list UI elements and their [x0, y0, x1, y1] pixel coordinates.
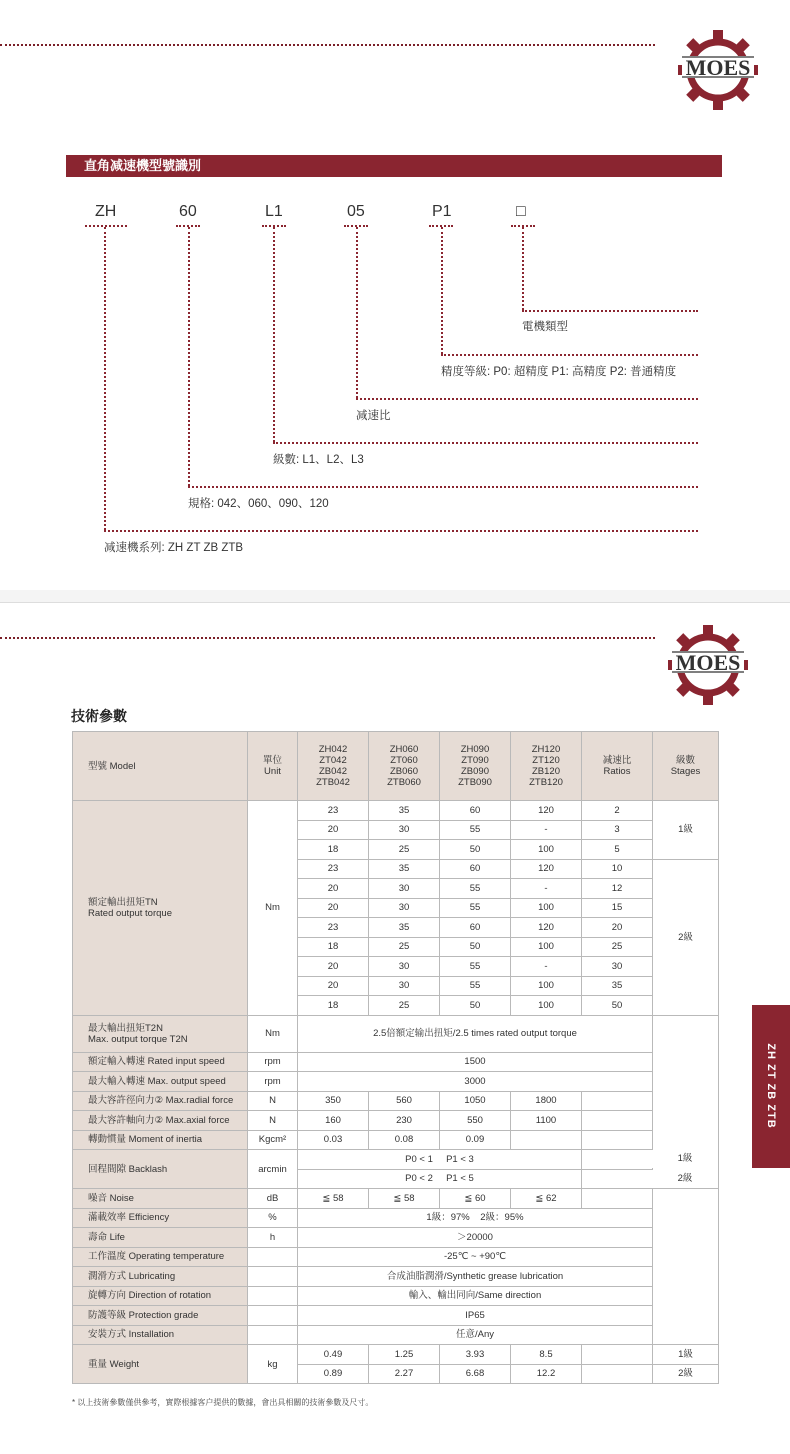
unit-cell: N — [248, 1111, 298, 1131]
spec-table-lower — [72, 1188, 719, 1384]
unit-cell: rpm — [248, 1072, 298, 1092]
header-model: 型號 Model — [73, 732, 248, 801]
spec-table — [72, 731, 719, 1189]
table-cell: 100 — [511, 898, 582, 918]
table-cell: 0.03 — [298, 1130, 369, 1150]
stage-cell: 2級 — [653, 1364, 719, 1384]
empty-cell — [511, 1130, 582, 1150]
table-cell: 23 — [298, 859, 369, 879]
top-dotted-rule — [0, 637, 655, 639]
header-size-042: ZH042 ZT042 ZB042 ZTB042 — [298, 732, 369, 801]
stage-cell: 2級 — [653, 859, 719, 1015]
table-row — [73, 1189, 719, 1209]
code-size: 60 — [179, 203, 197, 220]
table-cell: 1100 — [511, 1111, 582, 1131]
empty-cell — [582, 1364, 653, 1384]
table-cell: 35 — [369, 859, 440, 879]
table-row — [73, 1150, 719, 1170]
table-cell: 550 — [440, 1111, 511, 1131]
leader-horizontal — [522, 310, 698, 312]
unit-cell: h — [248, 1228, 298, 1248]
ratio-cell: 5 — [582, 840, 653, 860]
unit-cell — [248, 1306, 298, 1326]
table-cell: 25 — [369, 996, 440, 1016]
table-cell: 35 — [369, 918, 440, 938]
row-label-temperature: 工作溫度 Operating temperature — [73, 1247, 248, 1267]
leader-horizontal — [104, 530, 698, 532]
code-stages: L1 — [265, 203, 283, 220]
table-cell: 30 — [369, 898, 440, 918]
row-label-installation: 安裝方式 Installation — [73, 1325, 248, 1345]
empty-cell — [653, 1189, 719, 1345]
ratio-cell: 35 — [582, 976, 653, 996]
code-precision: P1 — [432, 203, 452, 220]
value-cell: ＞20000 — [298, 1228, 653, 1248]
unit-cell — [248, 1247, 298, 1267]
table-cell: 120 — [511, 801, 582, 821]
table-cell: 1800 — [511, 1091, 582, 1111]
value-cell: P0 < 2 P1 < 5 — [298, 1169, 582, 1189]
table-row — [73, 801, 719, 821]
table-row — [73, 1091, 719, 1111]
backlash-stage-2: 2級 — [652, 1170, 718, 1188]
empty-cell — [582, 1150, 653, 1170]
table-cell: 100 — [511, 996, 582, 1016]
table-cell: 55 — [440, 879, 511, 899]
table-cell: 20 — [298, 879, 369, 899]
table-cell: 60 — [440, 918, 511, 938]
leader-vertical — [441, 227, 443, 354]
table-cell: ≦ 60 — [440, 1189, 511, 1209]
row-label-max-torque: 最大輸出扭矩T2N Max. output torque T2N — [73, 1015, 248, 1052]
table-cell: 20 — [298, 976, 369, 996]
table-row — [73, 1052, 719, 1072]
ratio-cell: 25 — [582, 937, 653, 957]
label-stages: 級數: L1、L2、L3 — [273, 454, 364, 466]
unit-cell — [248, 1325, 298, 1345]
unit-cell: rpm — [248, 1052, 298, 1072]
table-row — [73, 1228, 719, 1248]
table-cell: 8.5 — [511, 1345, 582, 1365]
table-cell: ≦ 62 — [511, 1189, 582, 1209]
table-cell: 18 — [298, 840, 369, 860]
table-cell: - — [511, 957, 582, 977]
footnote: * 以上技術參數僅供參考，實際根據客户提供的數據，會出具相關的技術參數及尺寸。 — [72, 1398, 374, 1407]
unit-cell: Nm — [248, 1015, 298, 1052]
unit-cell: dB — [248, 1189, 298, 1209]
empty-cell — [582, 1091, 653, 1111]
unit-cell: kg — [248, 1345, 298, 1384]
unit-cell: Kgcm² — [248, 1130, 298, 1150]
table-cell: 25 — [369, 840, 440, 860]
row-label-axial-force: 最大容許軸向力② Max.axial force — [73, 1111, 248, 1131]
table-cell: 100 — [511, 937, 582, 957]
leader-vertical — [356, 227, 358, 398]
table-cell: 30 — [369, 976, 440, 996]
table-header-row — [73, 732, 719, 801]
header-size-090: ZH090 ZT090 ZB090 ZTB090 — [440, 732, 511, 801]
table-cell: 55 — [440, 957, 511, 977]
moes-logo — [666, 623, 750, 707]
ratio-cell: 30 — [582, 957, 653, 977]
code-series: ZH — [95, 203, 117, 220]
table-cell: 50 — [440, 840, 511, 860]
header-size-060: ZH060 ZT060 ZB060 ZTB060 — [369, 732, 440, 801]
label-motor-type: 電機類型 — [522, 321, 568, 333]
logo-text: MOES — [675, 650, 741, 675]
header-size-120: ZH120 ZT120 ZB120 ZTB120 — [511, 732, 582, 801]
value-cell: 2.5倍額定输出扭矩/2.5 times rated output torque — [298, 1015, 653, 1052]
table-cell: 55 — [440, 898, 511, 918]
value-cell: P0 < 1 P1 < 3 — [298, 1150, 582, 1170]
header-ratios: 减速比 Ratios — [582, 732, 653, 801]
table-cell: 25 — [369, 937, 440, 957]
table-cell: 23 — [298, 918, 369, 938]
table-cell: 6.68 — [440, 1364, 511, 1384]
empty-cell — [582, 1111, 653, 1131]
header-stages: 級數 Stages — [653, 732, 719, 801]
top-dotted-rule — [0, 44, 655, 46]
leader-vertical — [104, 227, 106, 530]
row-label-inertia: 轉動慣量 Moment of inertia — [73, 1130, 248, 1150]
value-cell: 3000 — [298, 1072, 653, 1092]
row-label-efficiency: 滿載效率 Efficiency — [73, 1208, 248, 1228]
label-ratio: 减速比 — [356, 410, 391, 422]
leader-vertical — [522, 227, 524, 310]
table-cell: 60 — [440, 801, 511, 821]
empty-cell — [582, 1189, 653, 1209]
table-cell: 18 — [298, 937, 369, 957]
value-cell: 1級：97% 2級：95% — [298, 1208, 653, 1228]
table-cell: 20 — [298, 957, 369, 977]
unit-cell — [248, 1267, 298, 1287]
table-cell: 0.09 — [440, 1130, 511, 1150]
table-cell: 60 — [440, 859, 511, 879]
value-cell: 輸入、輸出同向/Same direction — [298, 1286, 653, 1306]
code-motor: □ — [516, 203, 526, 220]
table-row — [73, 1325, 719, 1345]
moes-logo — [676, 28, 760, 112]
identification-title: 直角减速機型號識別 — [66, 155, 722, 177]
logo-text: MOES — [685, 55, 751, 80]
empty-cell — [582, 1345, 653, 1365]
table-row — [73, 1015, 719, 1052]
table-cell: 23 — [298, 801, 369, 821]
table-cell: 120 — [511, 859, 582, 879]
table-cell: 18 — [298, 996, 369, 1016]
table-row — [73, 1130, 719, 1150]
leader-horizontal — [441, 354, 698, 356]
table-cell: ≦ 58 — [298, 1189, 369, 1209]
backlash-stage-1: 1級 — [652, 1150, 718, 1168]
ratio-cell: 10 — [582, 859, 653, 879]
value-cell: 1500 — [298, 1052, 653, 1072]
code-underline — [85, 225, 127, 227]
table-row — [73, 1247, 719, 1267]
identification-page — [0, 0, 790, 590]
row-label-rated-torque: 額定輸出扭矩TN Rated output torque — [73, 801, 248, 1016]
table-row — [73, 1306, 719, 1326]
table-cell: 20 — [298, 898, 369, 918]
table-cell: 230 — [369, 1111, 440, 1131]
empty-cell — [582, 1130, 653, 1150]
header-unit: 單位 Unit — [248, 732, 298, 801]
table-row — [73, 1208, 719, 1228]
table-cell: 2.27 — [369, 1364, 440, 1384]
leader-horizontal — [273, 442, 698, 444]
table-cell: 55 — [440, 976, 511, 996]
side-tab-label: ZH ZT ZB ZTB — [765, 1043, 777, 1129]
row-label-life: 壽命 Life — [73, 1228, 248, 1248]
value-cell: IP65 — [298, 1306, 653, 1326]
table-cell: 100 — [511, 976, 582, 996]
table-cell: ≦ 58 — [369, 1189, 440, 1209]
page-gap — [0, 590, 790, 602]
table-cell: 1050 — [440, 1091, 511, 1111]
table-cell: 30 — [369, 820, 440, 840]
series-side-tab — [752, 1005, 790, 1168]
table-row — [73, 1072, 719, 1092]
value-cell: -25℃ ~ +90℃ — [298, 1247, 653, 1267]
table-cell: 35 — [369, 801, 440, 821]
stage-cell: 1級 — [653, 801, 719, 860]
leader-horizontal — [188, 486, 698, 488]
ratio-cell: 15 — [582, 898, 653, 918]
table-cell: 3.93 — [440, 1345, 511, 1365]
label-precision: 精度等級: P0: 超精度 P1: 高精度 P2: 普通精度 — [441, 366, 677, 378]
row-label-protection: 防護等級 Protection grade — [73, 1306, 248, 1326]
leader-vertical — [188, 227, 190, 486]
stage-cell: 1級 — [653, 1345, 719, 1365]
unit-cell: arcmin — [248, 1150, 298, 1189]
table-cell: - — [511, 879, 582, 899]
row-label-backlash: 回程間隙 Backlash — [73, 1150, 248, 1189]
unit-cell: Nm — [248, 801, 298, 1016]
unit-cell — [248, 1286, 298, 1306]
table-cell: 20 — [298, 820, 369, 840]
table-cell: 350 — [298, 1091, 369, 1111]
row-label-lubricating: 潤滑方式 Lubricating — [73, 1267, 248, 1287]
ratio-cell: 12 — [582, 879, 653, 899]
table-row — [73, 1111, 719, 1131]
spec-title: 技術參數 — [71, 708, 127, 724]
table-cell: 120 — [511, 918, 582, 938]
table-cell: 0.89 — [298, 1364, 369, 1384]
table-cell: 30 — [369, 957, 440, 977]
row-label-weight: 重量 Weight — [73, 1345, 248, 1384]
row-label-max-speed: 最大輸入轉速 Max. output speed — [73, 1072, 248, 1092]
empty-cell — [582, 1169, 653, 1189]
row-label-radial-force: 最大容許徑向力② Max.radial force — [73, 1091, 248, 1111]
ratio-cell: 2 — [582, 801, 653, 821]
table-cell: 160 — [298, 1111, 369, 1131]
table-cell: 30 — [369, 879, 440, 899]
ratio-cell: 3 — [582, 820, 653, 840]
table-cell: 55 — [440, 820, 511, 840]
table-cell: 50 — [440, 937, 511, 957]
table-cell: 50 — [440, 996, 511, 1016]
table-row — [73, 1286, 719, 1306]
unit-cell: % — [248, 1208, 298, 1228]
unit-cell: N — [248, 1091, 298, 1111]
row-label-noise: 噪音 Noise — [73, 1189, 248, 1209]
table-cell: 0.08 — [369, 1130, 440, 1150]
table-cell: 560 — [369, 1091, 440, 1111]
row-label-rotation: 旋轉方向 Direction of rotation — [73, 1286, 248, 1306]
label-series: 减速機系列: ZH ZT ZB ZTB — [104, 542, 244, 554]
code-ratio: 05 — [347, 203, 365, 220]
label-size: 規格: 042、060、090、120 — [188, 498, 329, 510]
table-cell: 1.25 — [369, 1345, 440, 1365]
ratio-cell: 50 — [582, 996, 653, 1016]
table-row — [73, 1345, 719, 1365]
ratio-cell: 20 — [582, 918, 653, 938]
leader-vertical — [273, 227, 275, 442]
table-cell: 12.2 — [511, 1364, 582, 1384]
table-row — [73, 1267, 719, 1287]
value-cell: 合成油脂潤滑/Synthetic grease lubrication — [298, 1267, 653, 1287]
table-cell: 0.49 — [298, 1345, 369, 1365]
row-label-rated-speed: 額定輸入轉速 Rated input speed — [73, 1052, 248, 1072]
table-cell: 100 — [511, 840, 582, 860]
leader-horizontal — [356, 398, 698, 400]
table-cell: - — [511, 820, 582, 840]
value-cell: 任意/Any — [298, 1325, 653, 1345]
